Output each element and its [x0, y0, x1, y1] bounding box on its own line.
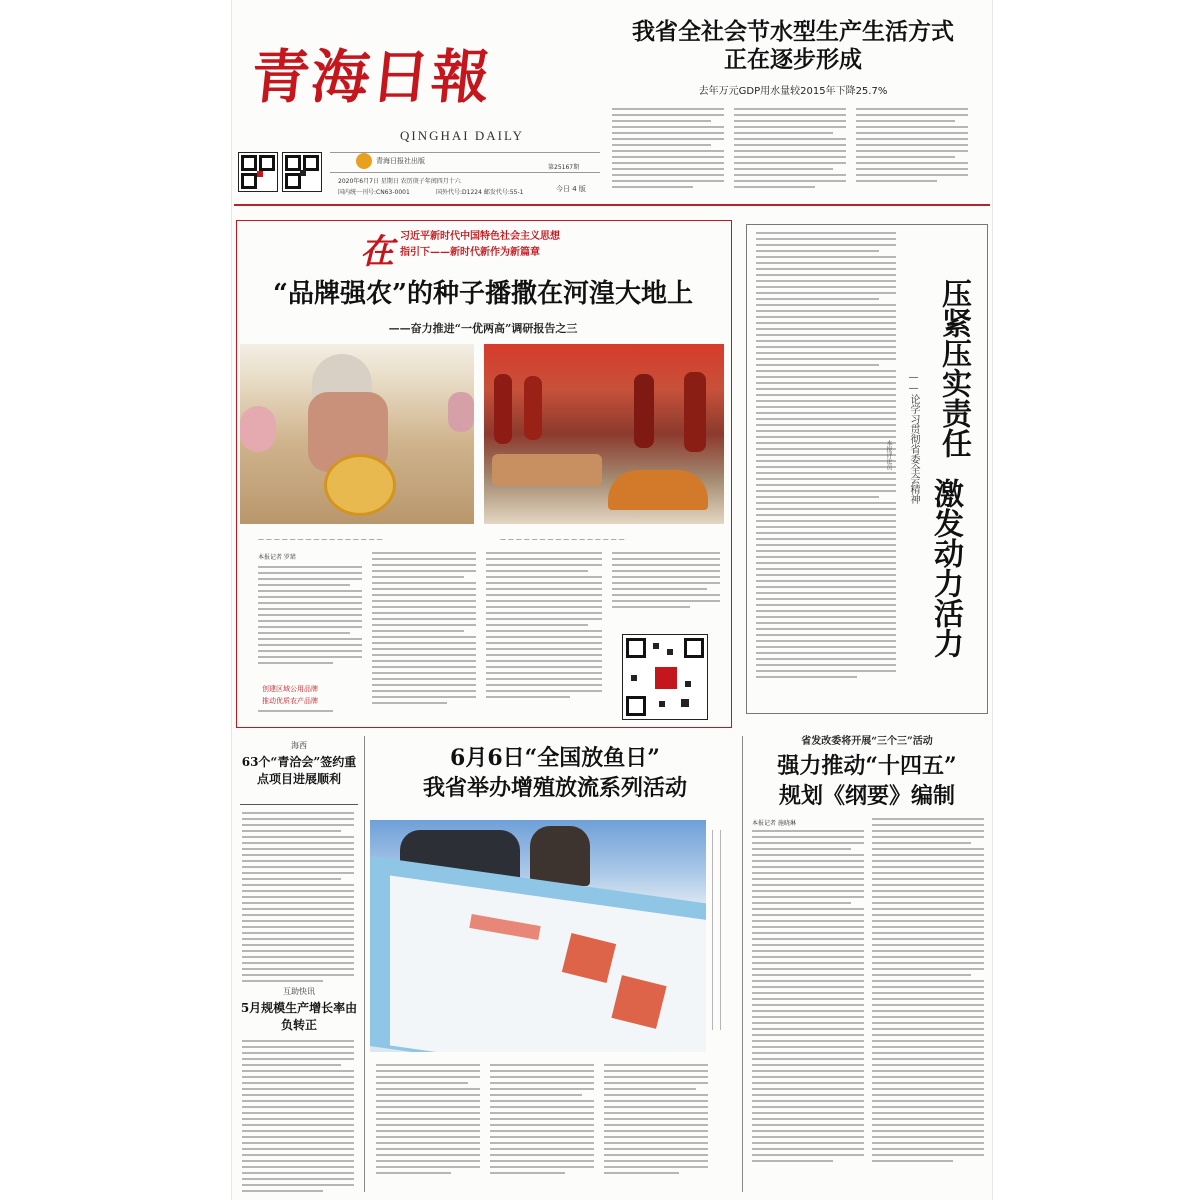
top-story-title-1: 我省全社会节水型生产生活方式	[632, 18, 954, 45]
commentary-subtitle: ——论学习贯彻省委全会精神	[908, 372, 919, 504]
feature-byline: 本报记者 罗珺	[258, 554, 296, 561]
side-story-1-title: 63个“青洽会”签约重点项目进展顺利	[241, 755, 357, 786]
farmer-planting-photo	[240, 344, 474, 524]
banner-line-2: 指引下——新时代新作为新篇章	[400, 247, 540, 258]
fish-story-title-1: 6月6日“全国放鱼日”	[450, 745, 660, 771]
plan-story-kicker: 省发改委将开展“三个三”活动	[801, 736, 933, 747]
feature-subtitle: ——奋力推进“一优两高”调研报告之三	[388, 322, 578, 335]
fish-story-title-2: 我省举办增殖放流系列活动	[422, 775, 687, 801]
masthead-logo: 青海日報	[247, 43, 496, 111]
plan-story-text-col-1	[752, 830, 864, 1166]
photo-caption-1: — — — — — — — — — — — — — — — —	[258, 536, 383, 543]
side-story-1-kicker: 海西	[291, 741, 307, 750]
photo-caption-2: — — — — — — — — — — — — — — — —	[500, 536, 625, 543]
commentary-text	[756, 232, 896, 682]
plan-story-title-2: 规划《纲要》编制	[778, 783, 955, 809]
top-story-text-col-3	[856, 108, 968, 186]
fish-release-photo	[370, 820, 706, 1052]
cn-code: 国内统一刊号:CN63-0001	[338, 189, 410, 196]
pull-quote-1: 创建区域公用品牌	[262, 685, 318, 693]
fish-story-text-col-3	[604, 1064, 708, 1178]
commentary-byline: 本报评论员	[885, 440, 892, 470]
masthead-rule	[234, 204, 990, 206]
commentary-title-2: 激发动力活力	[928, 478, 963, 658]
qr-code-icon	[282, 152, 322, 192]
chili-market-photo	[484, 344, 724, 524]
side-story-2-text	[242, 1040, 354, 1196]
pull-quote-2: 推动优质农产品牌	[262, 697, 318, 705]
plan-story-text-col-2	[872, 818, 984, 1166]
plan-story-title-1: 强力推动“十四五”	[777, 753, 957, 779]
feature-text-col-3	[486, 552, 602, 702]
party-emblem-icon	[356, 153, 372, 169]
side-story-2-title: 5月规模生产增长率由负转正	[240, 1001, 358, 1032]
top-story-text-col-1	[612, 108, 724, 192]
side-story-1-text	[242, 812, 354, 986]
fish-story-text-col-1	[376, 1064, 480, 1178]
qr-code-icon	[238, 152, 278, 192]
side-story-2-kicker: 互助快讯	[283, 987, 315, 996]
feature-text-col-4	[612, 552, 720, 612]
masthead-english-name: QINGHAI DAILY	[400, 128, 524, 143]
feature-text-col-1	[258, 566, 362, 668]
feature-banner	[360, 226, 640, 272]
feature-text-col-2	[372, 552, 476, 708]
plan-story-byline: 本报记者 施晓琳	[752, 820, 796, 827]
post-code: 国外代号:D1224 邮发代号:55-1	[436, 189, 524, 196]
feature-title: “品牌强农”的种子播撒在河湟大地上	[273, 279, 693, 309]
top-story-text-col-2	[734, 108, 846, 192]
publisher: 青海日报社出版	[376, 157, 425, 165]
banner-line-1: 习近平新时代中国特色社会主义思想	[400, 231, 560, 242]
banner-char: 在	[360, 232, 394, 272]
page-count: 今日 4 版	[556, 185, 586, 193]
fish-story-text-col-2	[490, 1064, 594, 1178]
issue-number: 第25167期	[548, 164, 580, 171]
fish-photo-caption	[712, 830, 734, 1050]
top-story-subtitle: 去年万元GDP用水量较2015年下降25.7%	[698, 86, 888, 97]
top-story-title-2: 正在逐步形成	[724, 46, 862, 73]
date-line: 2020年6月7日 星期日 农历庚子年闰四月十六	[338, 178, 461, 185]
commentary-title-1: 压紧压实责任	[936, 278, 971, 458]
feature-qr-code-icon	[622, 634, 708, 720]
